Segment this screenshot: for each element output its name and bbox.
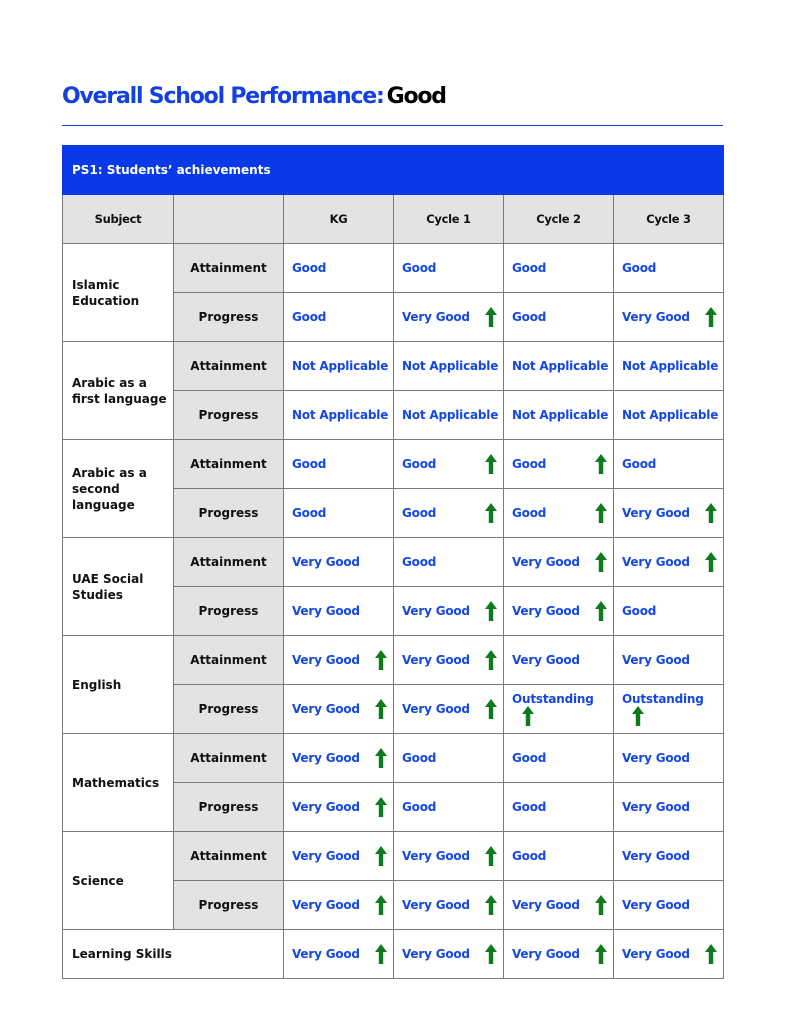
up-arrow-icon bbox=[485, 650, 497, 670]
grade-cell bbox=[504, 685, 614, 734]
measure-type: Progress bbox=[174, 293, 284, 342]
grade-cell bbox=[394, 391, 504, 440]
grade-value bbox=[512, 261, 613, 275]
grade-cell bbox=[504, 734, 614, 783]
grade-cell bbox=[504, 391, 614, 440]
grade-label: Outstanding bbox=[512, 692, 594, 706]
grade-value bbox=[512, 895, 613, 915]
grade-cell bbox=[614, 881, 724, 930]
grade-value bbox=[622, 307, 723, 327]
grade-label: Good bbox=[402, 751, 437, 765]
grade-cell bbox=[394, 587, 504, 636]
table-row bbox=[63, 342, 724, 391]
grade-cell bbox=[394, 293, 504, 342]
grade-cell bbox=[394, 244, 504, 293]
grade-label: Very Good bbox=[292, 898, 360, 912]
grade-value bbox=[402, 359, 503, 373]
grade-cell bbox=[504, 538, 614, 587]
grade-label: Very Good bbox=[292, 947, 360, 961]
grade-label: Good bbox=[402, 506, 437, 520]
subject-name: Arabic as a first language bbox=[63, 342, 174, 440]
subject-name: Islamic Education bbox=[63, 244, 174, 342]
up-arrow-icon bbox=[485, 307, 497, 327]
grade-value bbox=[292, 650, 393, 670]
grade-label: Very Good bbox=[512, 604, 580, 618]
grade-label: Very Good bbox=[622, 898, 690, 912]
grade-value bbox=[292, 457, 393, 471]
grade-cell bbox=[614, 391, 724, 440]
grade-value bbox=[292, 797, 393, 817]
grade-value bbox=[292, 944, 393, 964]
grade-label: Very Good bbox=[402, 898, 470, 912]
grade-label: Good bbox=[622, 604, 657, 618]
grade-value bbox=[292, 359, 393, 373]
grade-value bbox=[622, 457, 723, 471]
measure-type: Attainment bbox=[174, 734, 284, 783]
grade-label: Not Applicable bbox=[622, 359, 719, 373]
grade-value bbox=[622, 261, 723, 275]
grade-label: Very Good bbox=[292, 555, 360, 569]
grade-value bbox=[402, 503, 503, 523]
grade-value bbox=[402, 895, 503, 915]
grade-cell bbox=[504, 440, 614, 489]
up-arrow-icon bbox=[485, 895, 497, 915]
grade-cell bbox=[284, 489, 394, 538]
grade-cell bbox=[394, 636, 504, 685]
measure-type: Attainment bbox=[174, 244, 284, 293]
grade-cell bbox=[284, 636, 394, 685]
grade-cell bbox=[284, 391, 394, 440]
grade-cell bbox=[284, 293, 394, 342]
grade-cell bbox=[614, 832, 724, 881]
grade-cell bbox=[504, 930, 614, 979]
up-arrow-icon bbox=[485, 601, 497, 621]
table-row bbox=[63, 636, 724, 685]
grade-value bbox=[292, 748, 393, 768]
grade-cell bbox=[614, 342, 724, 391]
grade-label: Good bbox=[512, 506, 547, 520]
grade-cell bbox=[284, 538, 394, 587]
grade-cell bbox=[614, 734, 724, 783]
up-arrow-icon bbox=[705, 552, 717, 572]
grade-cell bbox=[504, 881, 614, 930]
up-arrow-icon bbox=[485, 699, 497, 719]
grade-label: Very Good bbox=[402, 947, 470, 961]
grade-label: Good bbox=[292, 310, 327, 324]
table-row bbox=[63, 244, 724, 293]
grade-value bbox=[512, 503, 613, 523]
grade-value bbox=[622, 408, 723, 422]
grade-label: Not Applicable bbox=[512, 408, 609, 422]
grade-value bbox=[512, 310, 613, 324]
grade-label: Good bbox=[512, 310, 547, 324]
up-arrow-icon bbox=[705, 503, 717, 523]
grade-cell bbox=[284, 685, 394, 734]
table-row bbox=[63, 832, 724, 881]
grade-label: Good bbox=[512, 751, 547, 765]
measure-type: Progress bbox=[174, 489, 284, 538]
grade-value bbox=[512, 408, 613, 422]
grade-value bbox=[402, 944, 503, 964]
up-arrow-icon bbox=[595, 895, 607, 915]
grade-label: Very Good bbox=[622, 849, 690, 863]
up-arrow-icon bbox=[595, 601, 607, 621]
grade-value bbox=[622, 604, 723, 618]
grade-value bbox=[512, 552, 613, 572]
grade-cell bbox=[614, 685, 724, 734]
up-arrow-icon bbox=[375, 650, 387, 670]
grade-label: Very Good bbox=[512, 947, 580, 961]
grade-value bbox=[512, 751, 613, 765]
section-banner bbox=[63, 146, 724, 195]
grade-label: Very Good bbox=[622, 310, 690, 324]
grade-value bbox=[292, 555, 393, 569]
grade-label: Good bbox=[512, 849, 547, 863]
grade-cell bbox=[284, 783, 394, 832]
grade-label: Very Good bbox=[292, 800, 360, 814]
header-cycle-2: Cycle 2 bbox=[504, 195, 614, 244]
grade-cell bbox=[284, 587, 394, 636]
grade-label: Very Good bbox=[622, 800, 690, 814]
grade-cell bbox=[504, 832, 614, 881]
grade-value bbox=[292, 408, 393, 422]
grade-value bbox=[512, 944, 613, 964]
grade-label: Very Good bbox=[622, 653, 690, 667]
grade-cell bbox=[614, 440, 724, 489]
up-arrow-icon bbox=[595, 454, 607, 474]
grade-value bbox=[402, 261, 503, 275]
grade-label: Very Good bbox=[622, 947, 690, 961]
grade-label: Not Applicable bbox=[512, 359, 609, 373]
measure-type: Progress bbox=[174, 587, 284, 636]
page-title bbox=[62, 84, 446, 109]
title-rating: Good bbox=[386, 84, 446, 109]
grade-cell bbox=[504, 636, 614, 685]
grade-label: Not Applicable bbox=[292, 359, 389, 373]
grade-label: Very Good bbox=[402, 653, 470, 667]
grade-cell bbox=[394, 832, 504, 881]
grade-cell bbox=[394, 881, 504, 930]
grade-value bbox=[292, 261, 393, 275]
grade-label: Very Good bbox=[292, 849, 360, 863]
grade-label: Very Good bbox=[402, 702, 470, 716]
grade-value bbox=[622, 359, 723, 373]
grade-cell bbox=[614, 636, 724, 685]
grade-label: Very Good bbox=[292, 702, 360, 716]
grade-cell bbox=[504, 783, 614, 832]
grade-label: Very Good bbox=[402, 604, 470, 618]
header-subject: Subject bbox=[63, 195, 174, 244]
table-header-row bbox=[63, 195, 724, 244]
grade-value bbox=[292, 895, 393, 915]
up-arrow-icon bbox=[375, 748, 387, 768]
grade-value bbox=[402, 454, 503, 474]
grade-value bbox=[622, 944, 723, 964]
grade-value bbox=[402, 650, 503, 670]
measure-type: Attainment bbox=[174, 342, 284, 391]
title-divider bbox=[62, 125, 723, 126]
grade-value bbox=[292, 699, 393, 719]
grade-cell bbox=[284, 832, 394, 881]
measure-type: Progress bbox=[174, 783, 284, 832]
grade-label: Not Applicable bbox=[402, 408, 499, 422]
up-arrow-icon bbox=[522, 706, 534, 726]
grade-cell bbox=[394, 930, 504, 979]
grade-value bbox=[622, 898, 723, 912]
title-prefix: Overall School Performance: bbox=[62, 84, 384, 109]
grade-cell bbox=[394, 734, 504, 783]
grade-label: Very Good bbox=[402, 310, 470, 324]
grade-cell bbox=[284, 881, 394, 930]
grade-cell bbox=[504, 489, 614, 538]
up-arrow-icon bbox=[375, 944, 387, 964]
grade-value bbox=[622, 751, 723, 765]
grade-label: Very Good bbox=[622, 751, 690, 765]
measure-type: Progress bbox=[174, 685, 284, 734]
grade-label: Very Good bbox=[292, 751, 360, 765]
grade-label: Good bbox=[292, 457, 327, 471]
grade-value bbox=[292, 506, 393, 520]
grade-label: Good bbox=[402, 457, 437, 471]
grade-value bbox=[292, 846, 393, 866]
grade-cell bbox=[284, 930, 394, 979]
up-arrow-icon bbox=[485, 944, 497, 964]
grade-cell bbox=[614, 587, 724, 636]
up-arrow-icon bbox=[595, 944, 607, 964]
up-arrow-icon bbox=[705, 307, 717, 327]
up-arrow-icon bbox=[632, 706, 644, 726]
subject-name: Mathematics bbox=[63, 734, 174, 832]
subject-name: Science bbox=[63, 832, 174, 930]
measure-type: Attainment bbox=[174, 538, 284, 587]
grade-value bbox=[512, 849, 613, 863]
measure-type: Attainment bbox=[174, 440, 284, 489]
grade-cell bbox=[284, 342, 394, 391]
measure-type: Progress bbox=[174, 391, 284, 440]
grade-cell bbox=[614, 783, 724, 832]
grade-label: Good bbox=[512, 457, 547, 471]
grade-value bbox=[512, 653, 613, 667]
grade-value bbox=[402, 699, 503, 719]
grade-label: Very Good bbox=[292, 653, 360, 667]
subject-name: UAE Social Studies bbox=[63, 538, 174, 636]
grade-label: Very Good bbox=[512, 653, 580, 667]
table-row bbox=[63, 734, 724, 783]
grade-value bbox=[402, 408, 503, 422]
measure-type: Attainment bbox=[174, 832, 284, 881]
grade-cell bbox=[614, 293, 724, 342]
grade-cell bbox=[394, 538, 504, 587]
grade-label: Not Applicable bbox=[622, 408, 719, 422]
grade-cell bbox=[614, 930, 724, 979]
grade-cell bbox=[504, 342, 614, 391]
grade-cell bbox=[394, 489, 504, 538]
grade-cell bbox=[614, 244, 724, 293]
performance-table bbox=[62, 145, 724, 979]
table-row bbox=[63, 538, 724, 587]
grade-label: Good bbox=[622, 261, 657, 275]
subject-name: Arabic as a second language bbox=[63, 440, 174, 538]
grade-cell bbox=[504, 587, 614, 636]
grade-label: Good bbox=[402, 800, 437, 814]
grade-label: Very Good bbox=[622, 506, 690, 520]
header-measure bbox=[174, 195, 284, 244]
up-arrow-icon bbox=[375, 895, 387, 915]
up-arrow-icon bbox=[595, 552, 607, 572]
grade-value bbox=[402, 601, 503, 621]
grade-value bbox=[292, 310, 393, 324]
grade-label: Very Good bbox=[622, 555, 690, 569]
grade-cell bbox=[614, 538, 724, 587]
grade-value bbox=[512, 601, 613, 621]
grade-cell bbox=[394, 783, 504, 832]
grade-value bbox=[622, 653, 723, 667]
header-kg: KG bbox=[284, 195, 394, 244]
up-arrow-icon bbox=[485, 503, 497, 523]
grade-label: Good bbox=[292, 261, 327, 275]
grade-label: Very Good bbox=[512, 898, 580, 912]
grade-label: Very Good bbox=[402, 849, 470, 863]
grade-value bbox=[402, 307, 503, 327]
grade-label: Good bbox=[512, 261, 547, 275]
grade-label: Not Applicable bbox=[402, 359, 499, 373]
grade-cell bbox=[284, 440, 394, 489]
grade-value bbox=[402, 846, 503, 866]
grade-label: Not Applicable bbox=[292, 408, 389, 422]
grade-cell bbox=[394, 342, 504, 391]
table-row bbox=[63, 440, 724, 489]
grade-cell bbox=[504, 293, 614, 342]
grade-value bbox=[622, 800, 723, 814]
grade-label: Good bbox=[622, 457, 657, 471]
grade-value bbox=[512, 359, 613, 373]
grade-label: Very Good bbox=[292, 604, 360, 618]
grade-cell bbox=[504, 244, 614, 293]
header-cycle-1: Cycle 1 bbox=[394, 195, 504, 244]
up-arrow-icon bbox=[485, 454, 497, 474]
grade-value bbox=[622, 692, 723, 726]
up-arrow-icon bbox=[375, 797, 387, 817]
grade-value bbox=[622, 849, 723, 863]
grade-label: Good bbox=[512, 800, 547, 814]
header-cycle-3: Cycle 3 bbox=[614, 195, 724, 244]
up-arrow-icon bbox=[595, 503, 607, 523]
grade-value bbox=[622, 552, 723, 572]
up-arrow-icon bbox=[485, 846, 497, 866]
subject-name: English bbox=[63, 636, 174, 734]
grade-label: Good bbox=[292, 506, 327, 520]
grade-cell bbox=[284, 734, 394, 783]
grade-label: Very Good bbox=[512, 555, 580, 569]
grade-value bbox=[402, 555, 503, 569]
grade-label: Good bbox=[402, 555, 437, 569]
grade-label: Outstanding bbox=[622, 692, 704, 706]
grade-value bbox=[512, 800, 613, 814]
up-arrow-icon bbox=[705, 944, 717, 964]
grade-cell bbox=[394, 440, 504, 489]
up-arrow-icon bbox=[375, 699, 387, 719]
measure-type: Progress bbox=[174, 881, 284, 930]
measure-type: Attainment bbox=[174, 636, 284, 685]
grade-value bbox=[402, 751, 503, 765]
grade-value bbox=[512, 692, 613, 726]
subject-name: Learning Skills bbox=[63, 930, 284, 979]
grade-value bbox=[292, 604, 393, 618]
up-arrow-icon bbox=[375, 846, 387, 866]
grade-value bbox=[622, 503, 723, 523]
table-row-learning-skills bbox=[63, 930, 724, 979]
grade-label: Good bbox=[402, 261, 437, 275]
grade-cell bbox=[614, 489, 724, 538]
grade-value bbox=[512, 454, 613, 474]
section-title: PS1: Students’ achievements bbox=[63, 146, 724, 195]
grade-cell bbox=[394, 685, 504, 734]
grade-cell bbox=[284, 244, 394, 293]
grade-value bbox=[402, 800, 503, 814]
